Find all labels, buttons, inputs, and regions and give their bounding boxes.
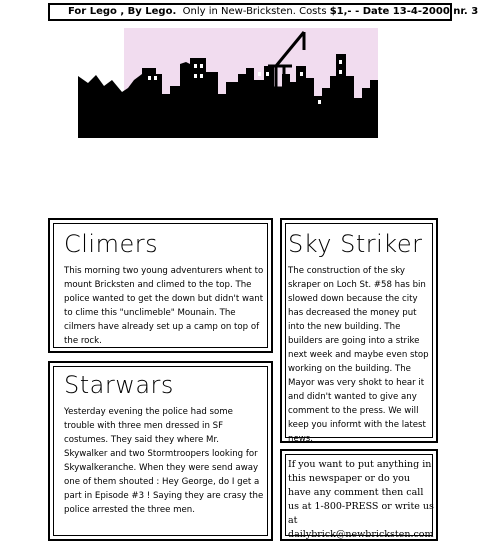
contact-text: If you want to put anything in this newspaper or do you have any comment then call us at 1-800-PRESS or write us at dailybrick@newbricksten.com bbox=[288, 459, 434, 540]
header-info: Only in New-Bricksten. Costs bbox=[182, 6, 330, 17]
article-title: Starwars bbox=[64, 371, 174, 399]
article-body: Yesterday evening the police had some trouble with three men dressed in SF costumes. They said they where Mr. Skywalker and two Stormtroopers looking for Skywalkeranche. When they were send away one of them shouted : Hey George, do I get a part in Episode #3 ! Saying they are crasy the police arrested the three men. bbox=[64, 407, 264, 515]
tagline: For Lego , By Lego. bbox=[68, 6, 177, 17]
article-title: Sky Striker bbox=[288, 230, 423, 258]
masthead-logo bbox=[52, 28, 404, 208]
article-starwars bbox=[48, 361, 273, 541]
article-sky-striker bbox=[280, 218, 438, 443]
issue-date: - Date 13-4-2000 nr. 3 bbox=[351, 6, 478, 17]
article-title: Climers bbox=[64, 230, 159, 258]
header-bar bbox=[48, 3, 478, 21]
logo-text: DAILY BRICK bbox=[52, 144, 404, 200]
article-body: This morning two young adventurers whent to mount Bricksten and climed to the top. The police wanted to get the down but didn't want to clime this "unclimeble" Mounain. The cilmers have already set up a camp on top of the rock. bbox=[64, 266, 264, 346]
price: $1,- bbox=[329, 6, 352, 17]
article-climers bbox=[48, 218, 273, 353]
article-body: The construction of the sky skraper on Loch St. #58 has bin slowed down because the city has decreased the money put into the new building. The builders are going into a strike next week and maybe even stop working on the building. The Mayor was very shokt to hear it and didn't wanted to give any comment to the press. We will keep you informt with the latest news. bbox=[288, 266, 429, 444]
contact-box bbox=[280, 449, 438, 541]
